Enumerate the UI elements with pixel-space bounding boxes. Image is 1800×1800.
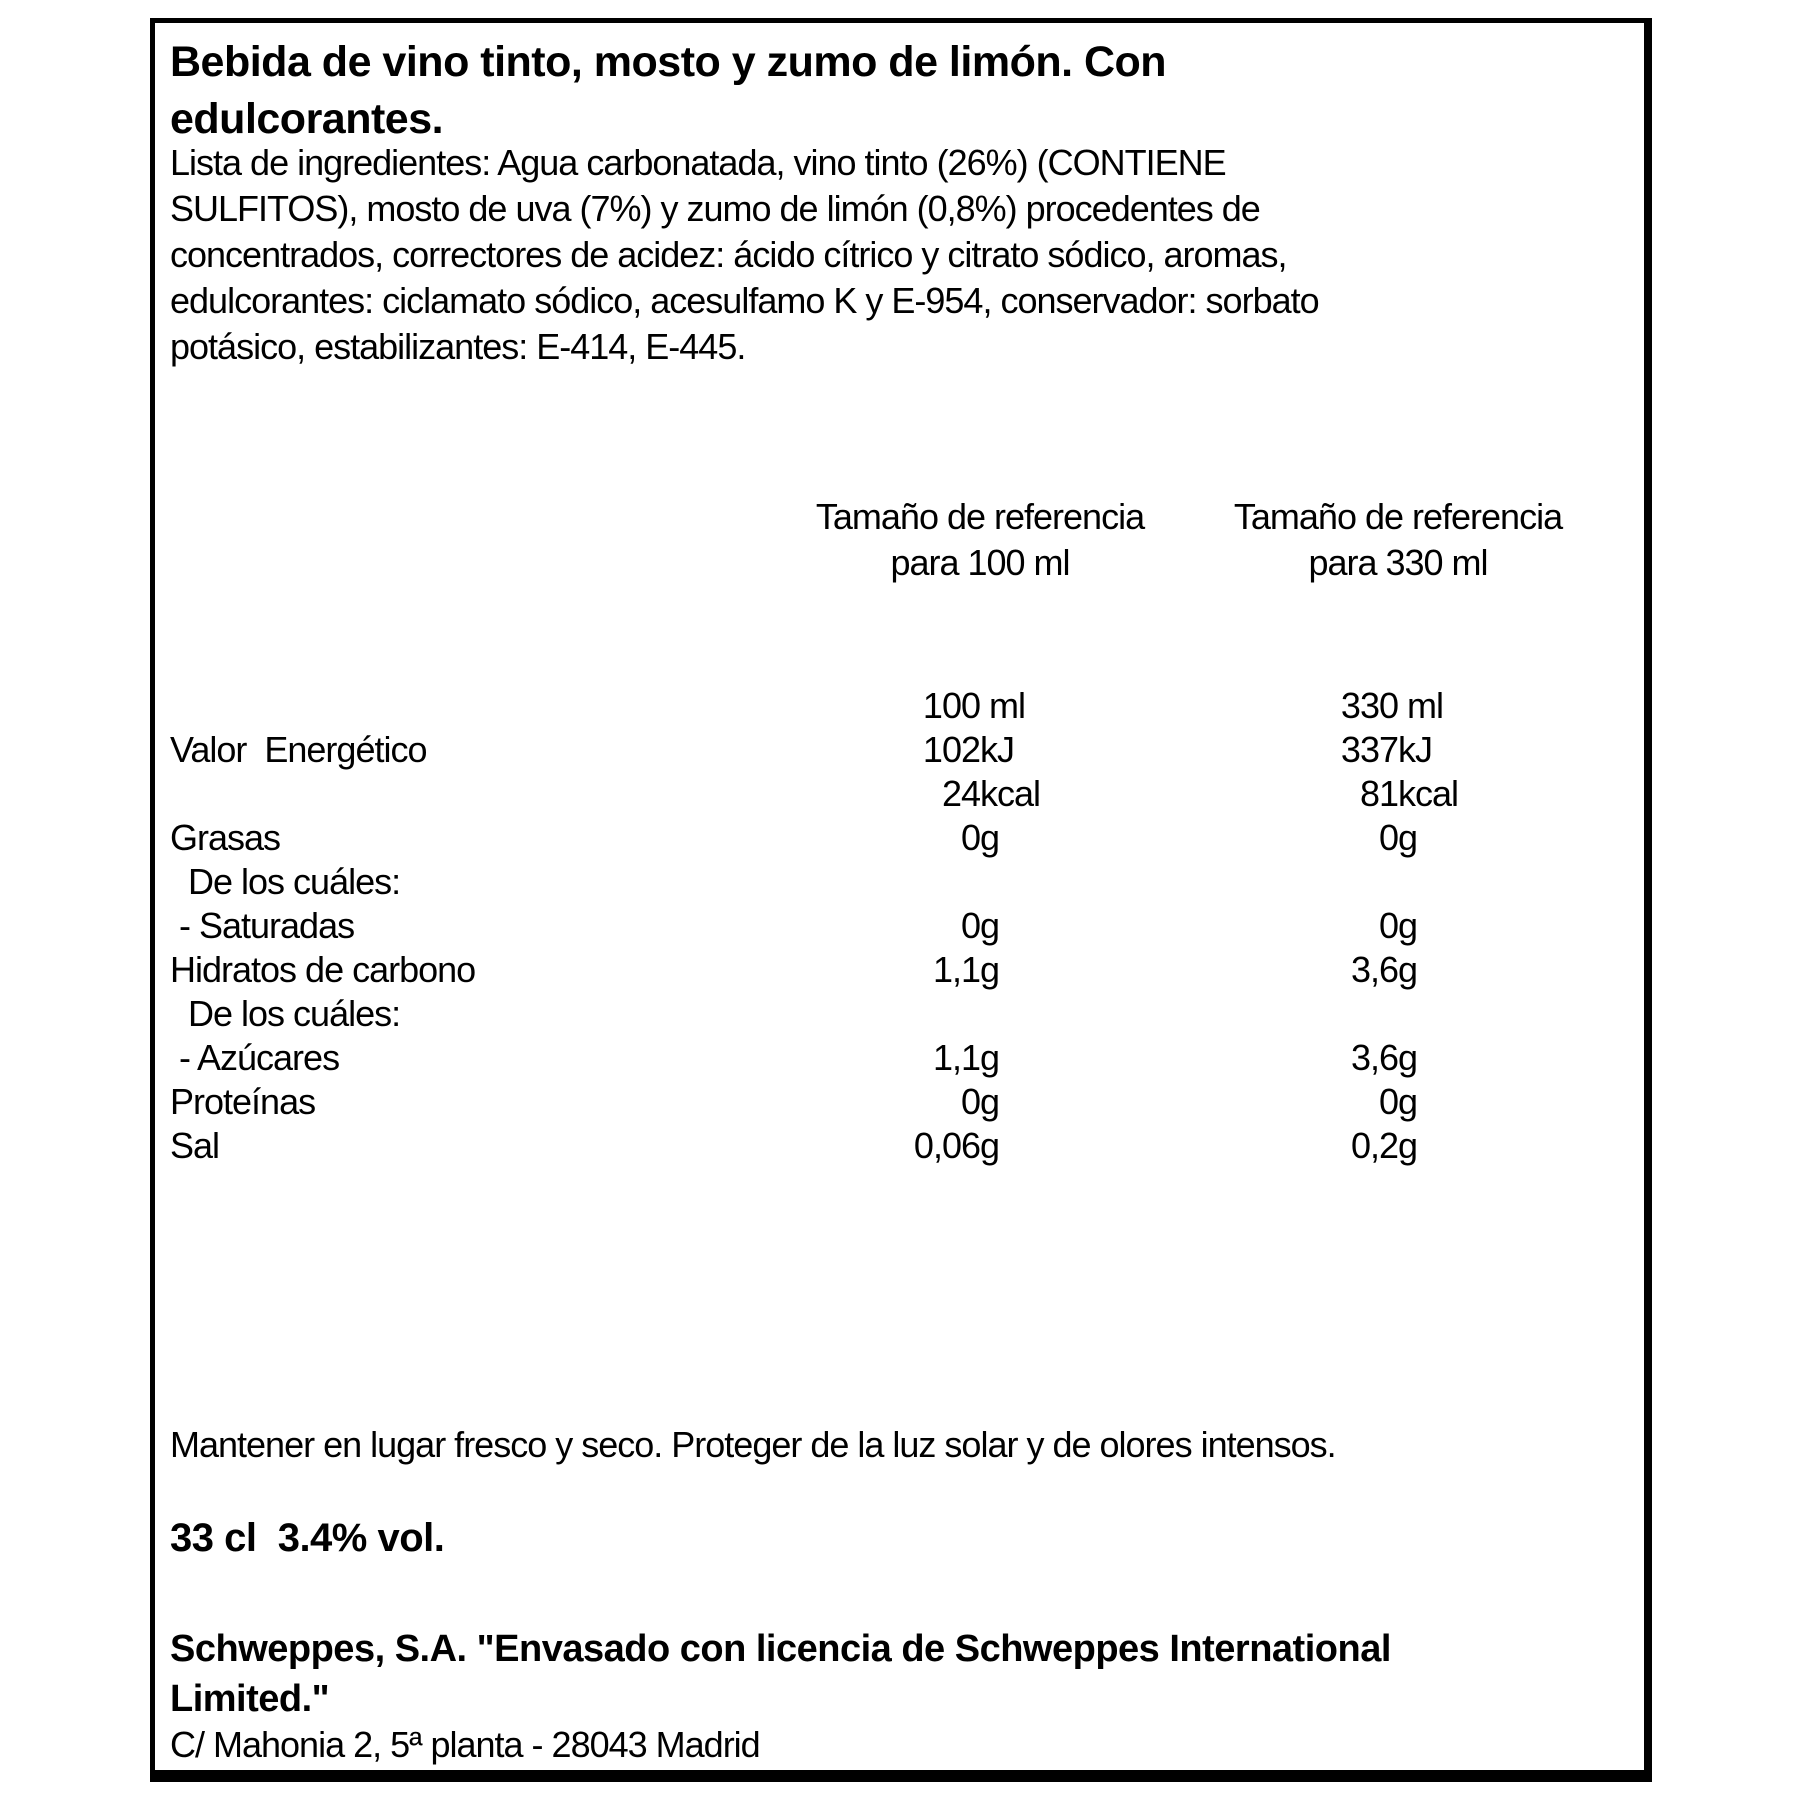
value-330ml-unit bbox=[1398, 992, 1528, 1036]
manufacturer-statement bbox=[170, 1624, 1590, 1724]
value-100ml-number: 0,06 bbox=[913, 1125, 980, 1166]
value-330ml-number: 3,6 bbox=[1350, 949, 1398, 990]
value-100ml-number: 0 bbox=[960, 905, 980, 946]
ingredients-line: concentrados, correctores de acidez: ácido cítrico y citrato sódico, aromas, bbox=[170, 234, 1287, 275]
value-100ml-unit: g bbox=[980, 817, 1000, 858]
value-330ml-unit: kcal bbox=[1398, 773, 1459, 814]
value-100ml-number: 0 bbox=[960, 1081, 980, 1122]
product-title-line-1: Bebida de vino tinto, mosto y zumo de limón. Con bbox=[170, 38, 1167, 86]
value-330ml-number: 81 bbox=[1359, 773, 1398, 814]
value-100ml-unit: g bbox=[980, 1125, 1000, 1166]
value-100ml-unit bbox=[980, 860, 1110, 904]
nutrition-row-energy-kcal bbox=[170, 772, 1530, 816]
nutrition-row-fat bbox=[170, 816, 1530, 860]
storage-instructions: Mantener en lugar fresco y seco. Proteger de la luz solar y de olores intensos. bbox=[170, 1424, 1336, 1465]
nutrition-row-saturated bbox=[170, 904, 1530, 948]
ingredients-line: Lista de ingredientes: Agua carbonatada, vino tinto (26%) (CONTIENE bbox=[170, 142, 1226, 183]
manufacturer-line-2: Limited." bbox=[170, 1678, 330, 1720]
column-header-100ml-line-1: Tamaño de referencia bbox=[815, 496, 1145, 537]
row-label: De los cuáles: bbox=[170, 861, 401, 902]
ingredients-list bbox=[170, 140, 1590, 370]
row-label: Valor Energético bbox=[170, 729, 427, 770]
row-label: Grasas bbox=[170, 817, 281, 858]
value-330ml-number: 3,6 bbox=[1350, 1037, 1398, 1078]
row-label: De los cuáles: bbox=[170, 993, 401, 1034]
value-100ml-number: 1,1 bbox=[932, 1037, 980, 1078]
ingredients-line: edulcorantes: ciclamato sódico, acesulfamo K y E-954, conservador: sorbato bbox=[170, 280, 1319, 321]
value-330ml-number: 330 bbox=[1340, 685, 1398, 726]
value-100ml-unit: g bbox=[980, 1037, 1000, 1078]
value-100ml-unit: kJ bbox=[980, 729, 1014, 770]
row-label bbox=[170, 684, 700, 728]
ingredients-line: SULFITOS), mosto de uva (7%) y zumo de limón (0,8%) procedentes de bbox=[170, 188, 1260, 229]
value-330ml-unit: g bbox=[1398, 1125, 1418, 1166]
row-label bbox=[170, 772, 700, 816]
ingredients-line: potásico, estabilizantes: E-414, E-445. bbox=[170, 326, 746, 367]
value-330ml-unit bbox=[1398, 860, 1528, 904]
value-100ml-unit: kcal bbox=[980, 773, 1041, 814]
nutrition-row-salt bbox=[170, 1124, 1530, 1168]
row-label: Sal bbox=[170, 1125, 220, 1166]
value-330ml-unit: g bbox=[1398, 905, 1418, 946]
column-header-330ml bbox=[1198, 494, 1598, 586]
value-330ml-number: 0 bbox=[1378, 905, 1398, 946]
value-330ml-number: 0 bbox=[1378, 1081, 1398, 1122]
value-330ml-unit: ml bbox=[1398, 685, 1443, 726]
value-330ml-number bbox=[1110, 860, 1398, 904]
column-header-100ml-line-2: para 100 ml bbox=[890, 542, 1070, 583]
value-330ml-unit: g bbox=[1398, 1037, 1418, 1078]
value-100ml-number: 24 bbox=[941, 773, 980, 814]
product-title-line-2: edulcorantes. bbox=[170, 95, 444, 143]
nutrition-table bbox=[170, 684, 1530, 1168]
nutrition-row-energy-kj bbox=[170, 728, 1530, 772]
value-330ml-unit: g bbox=[1398, 817, 1418, 858]
value-330ml-number: 0,2 bbox=[1350, 1125, 1398, 1166]
row-label: - Saturadas bbox=[170, 905, 355, 946]
nutrition-row-sugars bbox=[170, 1036, 1530, 1080]
value-330ml-unit: g bbox=[1398, 949, 1418, 990]
value-100ml-number: 1,1 bbox=[932, 949, 980, 990]
value-330ml-number: 0 bbox=[1378, 817, 1398, 858]
column-header-330ml-line-2: para 330 ml bbox=[1308, 542, 1488, 583]
nutrition-row-of-which-fat bbox=[170, 860, 1530, 904]
column-header-100ml bbox=[780, 494, 1180, 586]
value-100ml-unit: g bbox=[980, 905, 1000, 946]
volume-alcohol-statement: 33 cl 3.4% vol. bbox=[170, 1516, 445, 1560]
value-330ml-number: 337 bbox=[1340, 729, 1398, 770]
value-100ml-unit bbox=[980, 992, 1110, 1036]
value-100ml-number: 100 bbox=[922, 685, 980, 726]
product-title bbox=[170, 34, 1550, 148]
nutrition-row-protein bbox=[170, 1080, 1530, 1124]
manufacturer-line-1: Schweppes, S.A. "Envasado con licencia de Schweppes International bbox=[170, 1628, 1391, 1670]
value-330ml-number bbox=[1110, 992, 1398, 1036]
row-label: Hidratos de carbono bbox=[170, 949, 476, 990]
manufacturer-address: C/ Mahonia 2, 5ª planta - 28043 Madrid bbox=[170, 1724, 760, 1765]
value-100ml-number: 102 bbox=[922, 729, 980, 770]
value-100ml-unit: g bbox=[980, 949, 1000, 990]
value-100ml-number bbox=[700, 992, 980, 1036]
nutrition-row-volume bbox=[170, 684, 1530, 728]
value-330ml-unit: kJ bbox=[1398, 729, 1432, 770]
value-100ml-unit: ml bbox=[980, 685, 1025, 726]
value-330ml-unit: g bbox=[1398, 1081, 1418, 1122]
column-header-330ml-line-1: Tamaño de referencia bbox=[1233, 496, 1563, 537]
nutrition-row-of-which-carbs bbox=[170, 992, 1530, 1036]
value-100ml-number: 0 bbox=[960, 817, 980, 858]
nutrition-row-carbohydrates bbox=[170, 948, 1530, 992]
row-label: Proteínas bbox=[170, 1081, 316, 1122]
value-100ml-unit: g bbox=[980, 1081, 1000, 1122]
value-100ml-number bbox=[700, 860, 980, 904]
row-label: - Azúcares bbox=[170, 1037, 340, 1078]
